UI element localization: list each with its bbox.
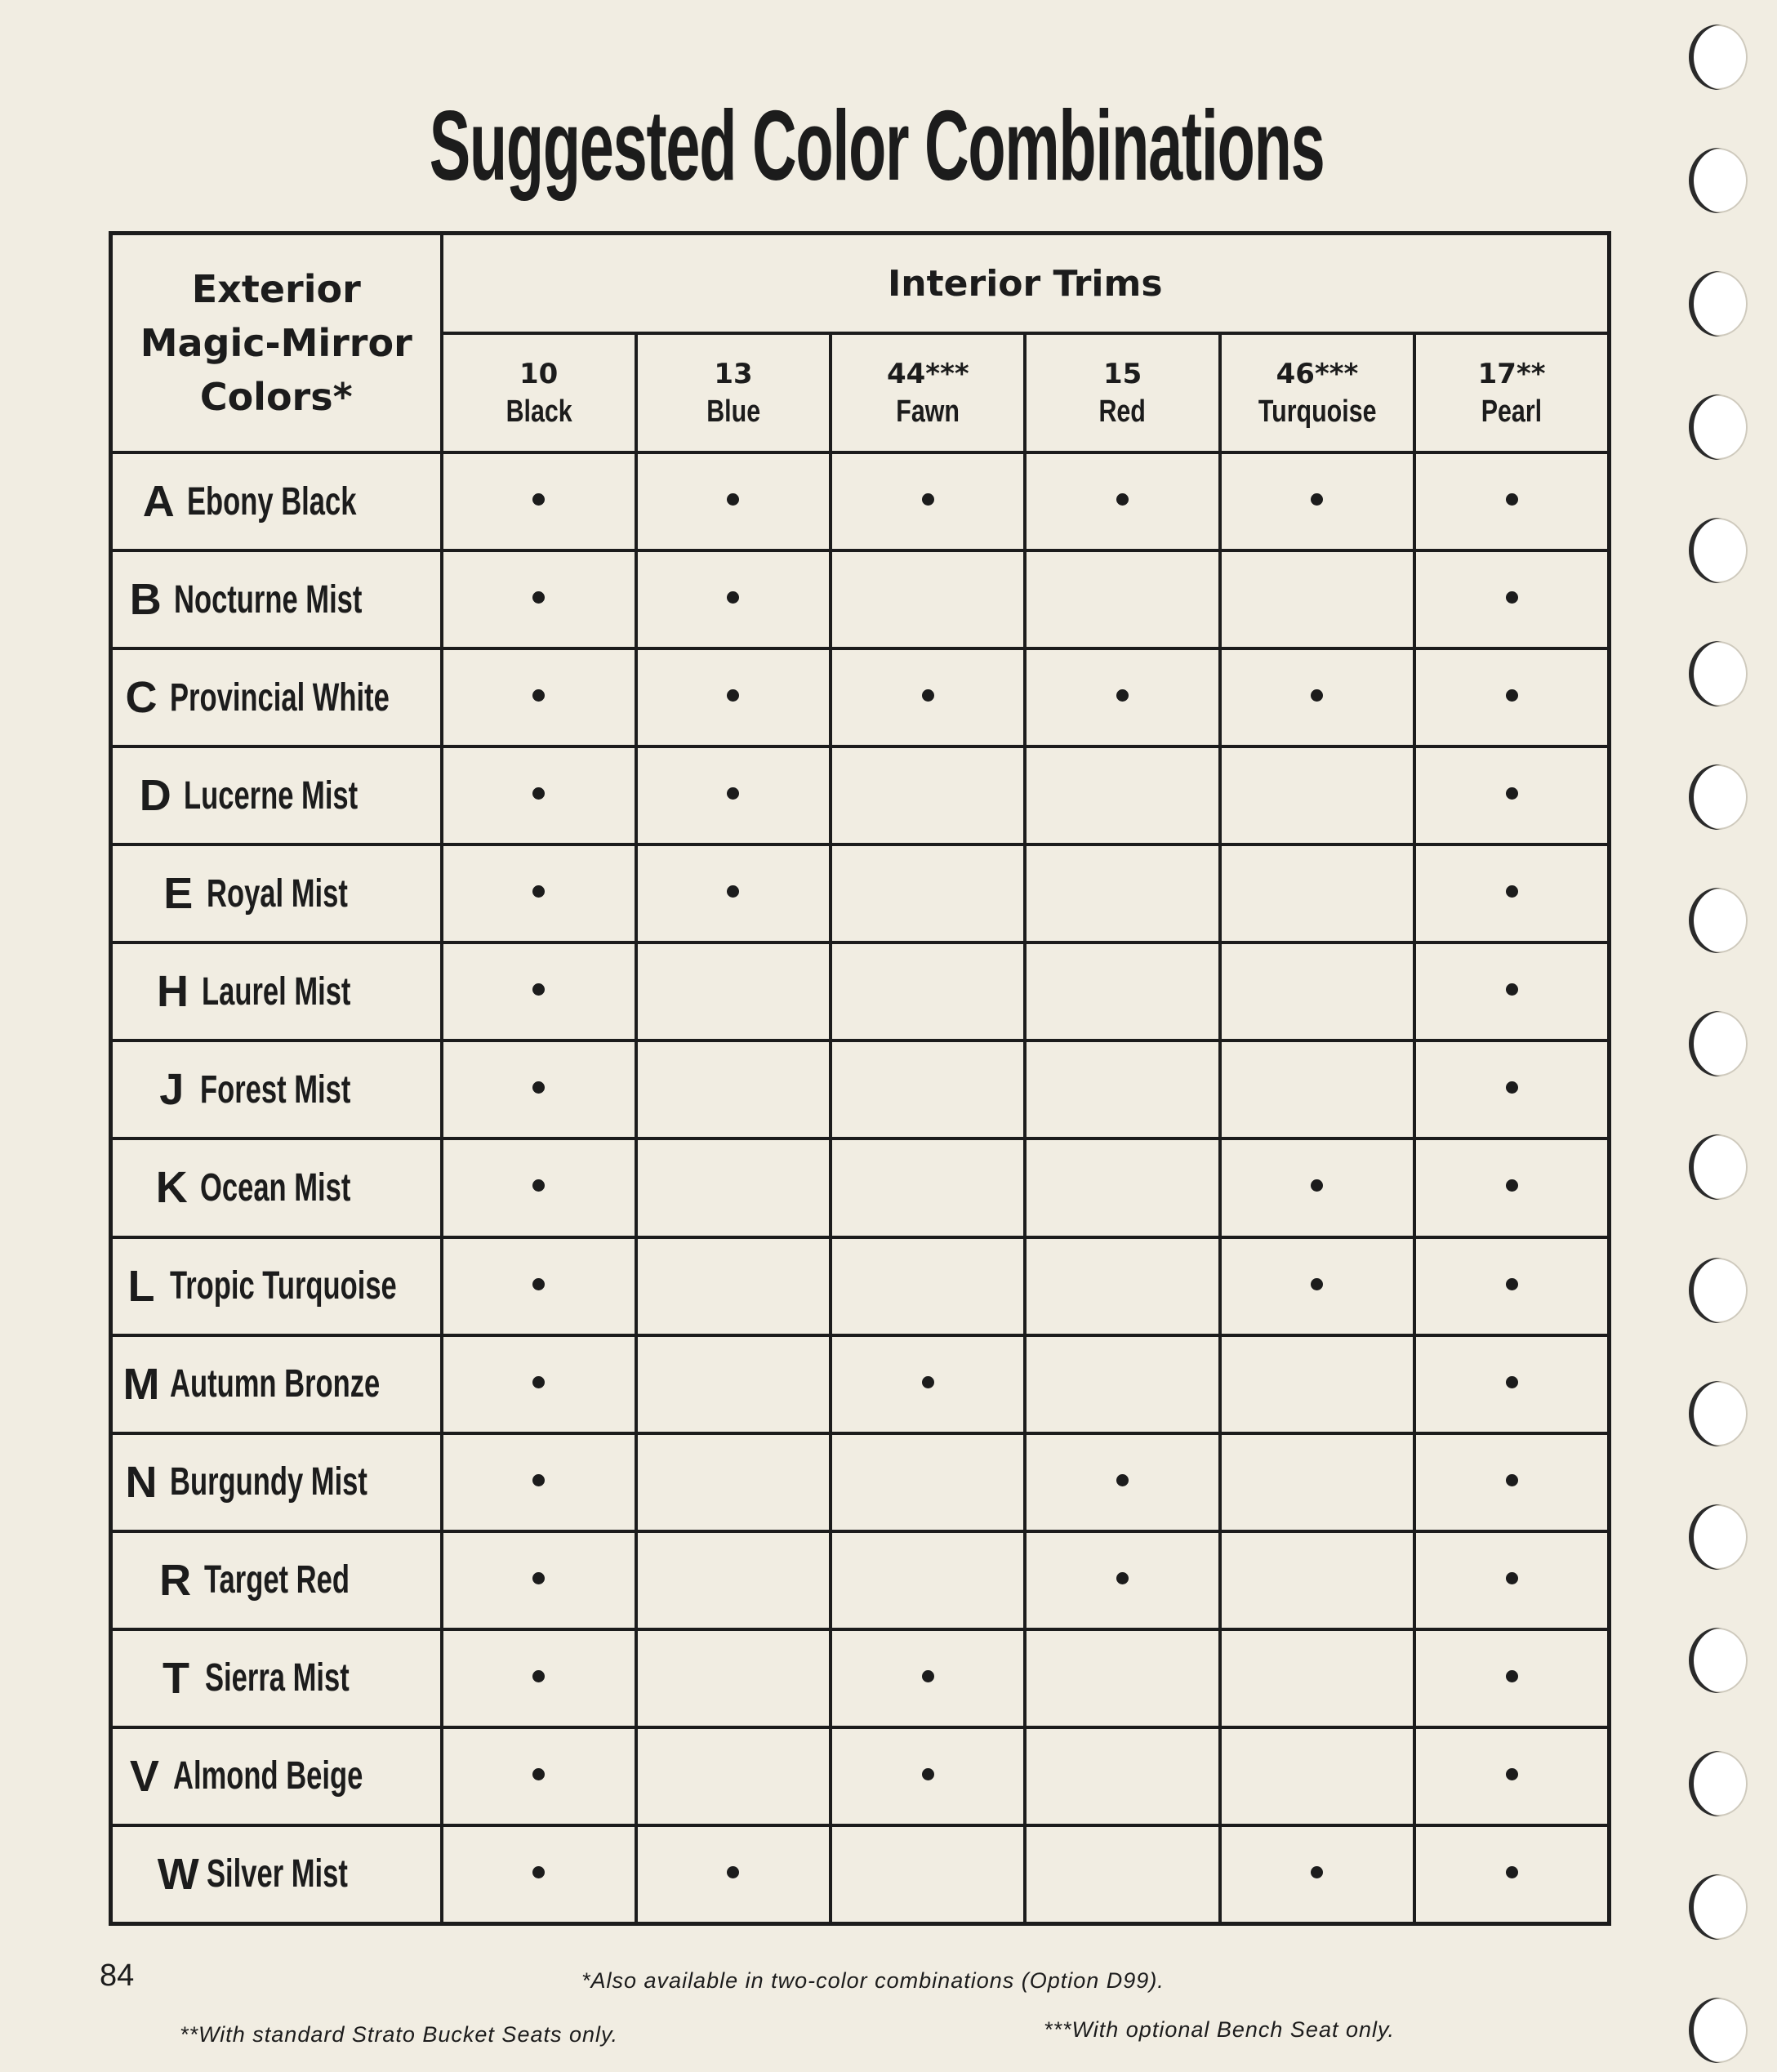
available-dot-icon [922,493,934,506]
table-row [111,648,1610,746]
available-dot-icon [1116,493,1129,506]
combination-cell [636,1335,831,1433]
color-code-letter: B [129,575,162,625]
available-dot-icon [1116,1572,1129,1584]
combination-cell [1220,1335,1414,1433]
trim-header-0 [442,333,636,452]
table-row [111,1138,1610,1237]
combination-cell [636,844,831,942]
footnote-bench-seat: ***With optional Bench Seat only. [1044,2017,1395,2042]
available-dot-icon [532,1866,545,1878]
combination-cell [636,746,831,844]
trim-code: 13 [714,358,753,390]
trim-code: 10 [519,358,559,390]
trim-name: Pearl [1481,394,1543,429]
color-name: Lucerne Mist [184,773,359,818]
exterior-header-line-1: Exterior [191,267,361,311]
combination-cell [1220,1237,1414,1335]
binder-hole-icon [1689,888,1748,953]
combination-cell [636,1531,831,1629]
combination-cell [1220,942,1414,1040]
color-code-letter: K [155,1163,188,1213]
combination-cell [636,550,831,648]
color-code-letter: J [159,1065,185,1115]
page-title: Suggested Color Combinations [429,90,1325,201]
trim-header-4 [1220,333,1414,452]
page-number: 84 [100,1958,135,1993]
available-dot-icon [1311,493,1323,506]
color-name: Royal Mist [207,871,349,916]
exterior-color-cell [111,844,442,942]
binder-hole-icon [1689,1134,1748,1200]
available-dot-icon [532,885,545,898]
combination-cell [831,1335,1025,1433]
combination-cell [1414,1531,1609,1629]
binder-hole-icon [1689,1258,1748,1323]
available-dot-icon [1506,1376,1518,1388]
available-dot-icon [1311,1866,1323,1878]
available-dot-icon [1506,1670,1518,1682]
color-code-letter: V [129,1751,159,1801]
trim-header-2 [831,333,1025,452]
combination-cell [1025,648,1219,746]
color-code-letter: D [139,771,171,821]
color-code-letter: L [127,1261,155,1311]
trim-name: Black [505,394,572,429]
combination-cell [831,1138,1025,1237]
combination-cell [1414,942,1609,1040]
color-code-letter: W [157,1849,199,1899]
available-dot-icon [1506,1081,1518,1094]
exterior-colors-header [111,234,442,453]
binder-hole-icon [1689,641,1748,706]
combination-cell [1025,1531,1219,1629]
combination-cell [1414,648,1609,746]
binder-hole-icon [1689,1874,1748,1940]
trim-name: Fawn [896,394,960,429]
exterior-color-cell [111,452,442,550]
available-dot-icon [922,1670,934,1682]
combination-cell [442,746,636,844]
exterior-color-cell [111,1727,442,1825]
available-dot-icon [727,591,739,604]
combination-cell [1220,1825,1414,1924]
exterior-color-cell [111,550,442,648]
color-name: Provincial White [170,675,390,720]
exterior-color-cell [111,1825,442,1924]
combination-cell [1414,1138,1609,1237]
trim-code: 46*** [1276,358,1359,390]
combination-cell [636,1040,831,1138]
available-dot-icon [1506,1768,1518,1780]
color-name: Forest Mist [200,1067,351,1112]
available-dot-icon [1506,493,1518,506]
combination-cell [1414,1825,1609,1924]
available-dot-icon [922,1768,934,1780]
combination-cell [831,1825,1025,1924]
combination-cell [442,648,636,746]
available-dot-icon [1116,1474,1129,1486]
table-row [111,1433,1610,1531]
table-row [111,452,1610,550]
combination-cell [1414,1237,1609,1335]
available-dot-icon [532,983,545,996]
available-dot-icon [1311,1278,1323,1290]
binder-hole-icon [1689,1751,1748,1816]
combination-cell [1220,1727,1414,1825]
color-code-letter: R [159,1555,192,1605]
combination-cell [831,1433,1025,1531]
combination-cell [831,1531,1025,1629]
combination-cell [1220,648,1414,746]
available-dot-icon [532,1768,545,1780]
color-code-letter: A [142,477,175,527]
combination-cell [442,1335,636,1433]
color-code-letter: N [125,1457,158,1507]
binder-hole-icon [1689,25,1748,90]
available-dot-icon [1506,1474,1518,1486]
color-name: Tropic Turquoise [170,1264,397,1308]
exterior-color-cell [111,1531,442,1629]
available-dot-icon [1506,689,1518,702]
available-dot-icon [532,493,545,506]
combination-cell [442,844,636,942]
available-dot-icon [1311,689,1323,702]
exterior-color-cell [111,648,442,746]
combination-cell [1025,1433,1219,1531]
color-name: Ebony Black [187,479,357,524]
combination-cell [831,746,1025,844]
binder-hole-icon [1689,1628,1748,1693]
combination-cell [1025,1138,1219,1237]
exterior-color-cell [111,1629,442,1727]
color-name: Silver Mist [207,1852,349,1896]
available-dot-icon [727,787,739,800]
table-row [111,746,1610,844]
combination-cell [442,942,636,1040]
combination-cell [1414,1433,1609,1531]
color-name: Ocean Mist [200,1165,351,1210]
binder-hole-icon [1689,1011,1748,1076]
combination-cell [442,1040,636,1138]
table-row [111,942,1610,1040]
exterior-header-line-2: Magic-Mirror [140,321,412,365]
color-code-letter: H [157,967,189,1017]
exterior-header-line-3: Colors* [199,375,353,419]
binder-hole-icon [1689,518,1748,583]
color-code-letter: C [125,673,158,723]
combination-cell [1025,942,1219,1040]
footnote-two-color: *Also available in two-color combinations (Option D99). [581,1968,1165,1993]
combination-cell [1025,1335,1219,1433]
combination-cell [831,1727,1025,1825]
color-code-letter: E [163,869,194,919]
trim-header-5 [1414,333,1609,452]
exterior-color-cell [111,1237,442,1335]
trim-code: 44*** [886,358,969,390]
color-name: Laurel Mist [201,969,350,1014]
available-dot-icon [727,493,739,506]
available-dot-icon [532,1278,545,1290]
combination-cell [1414,844,1609,942]
available-dot-icon [1506,1572,1518,1584]
available-dot-icon [532,591,545,604]
combination-cell [1025,550,1219,648]
combination-cell [636,1629,831,1727]
exterior-color-cell [111,1138,442,1237]
combination-cell [636,648,831,746]
exterior-color-cell [111,942,442,1040]
combination-cell [1220,1433,1414,1531]
exterior-color-cell [111,1433,442,1531]
combination-cell [442,1825,636,1924]
combination-cell [1414,1040,1609,1138]
combination-cell [831,550,1025,648]
combination-cell [1025,452,1219,550]
available-dot-icon [532,787,545,800]
combination-cell [1220,452,1414,550]
table-row [111,1040,1610,1138]
combination-cell [1025,1237,1219,1335]
combination-cell [636,452,831,550]
combination-cell [442,452,636,550]
combination-cell [1220,1531,1414,1629]
available-dot-icon [727,689,739,702]
binder-holes [1689,25,1754,2066]
binder-hole-icon [1689,1998,1748,2063]
available-dot-icon [1506,1179,1518,1192]
binder-hole-icon [1689,764,1748,830]
exterior-color-cell [111,1335,442,1433]
trim-name: Turquoise [1258,394,1377,429]
available-dot-icon [532,1474,545,1486]
combination-cell [1025,746,1219,844]
table-row [111,1237,1610,1335]
available-dot-icon [532,1376,545,1388]
color-code-letter: M [122,1359,160,1409]
available-dot-icon [1116,689,1129,702]
combination-cell [636,942,831,1040]
combination-cell [1220,1138,1414,1237]
trim-header-3 [1025,333,1219,452]
combination-cell [1025,1727,1219,1825]
combination-cell [1025,844,1219,942]
color-name: Almond Beige [172,1754,363,1798]
combination-cell [1220,550,1414,648]
color-name: Nocturne Mist [174,577,363,622]
table-row [111,1825,1610,1924]
combination-cell [831,844,1025,942]
trim-header-1 [636,333,831,452]
combination-cell [442,1629,636,1727]
binder-hole-icon [1689,394,1748,460]
trim-code: 17** [1477,358,1546,390]
color-code-letter: T [163,1653,190,1703]
combination-cell [442,1433,636,1531]
binder-hole-icon [1689,1381,1748,1446]
available-dot-icon [532,1572,545,1584]
color-name: Burgundy Mist [170,1460,367,1504]
available-dot-icon [1311,1179,1323,1192]
footnote-bucket-seats: **With standard Strato Bucket Seats only. [180,2022,619,2047]
combination-cell [442,1138,636,1237]
exterior-color-cell [111,1040,442,1138]
table-row [111,1531,1610,1629]
combination-cell [636,1727,831,1825]
trim-name: Red [1098,394,1147,429]
combination-cell [1025,1040,1219,1138]
table-row [111,844,1610,942]
available-dot-icon [532,1670,545,1682]
interior-trims-header: Interior Trims [442,234,1610,334]
available-dot-icon [1506,1278,1518,1290]
combination-cell [1414,746,1609,844]
combination-cell [1414,452,1609,550]
color-combinations-table [109,231,1611,1926]
combination-cell [1025,1629,1219,1727]
available-dot-icon [922,689,934,702]
available-dot-icon [532,1081,545,1094]
combination-cell [831,1629,1025,1727]
combination-cell [636,1138,831,1237]
combination-cell [1414,1335,1609,1433]
exterior-color-cell [111,746,442,844]
table-row [111,1629,1610,1727]
binder-hole-icon [1689,271,1748,336]
combination-cell [636,1433,831,1531]
table-row [111,550,1610,648]
available-dot-icon [1506,983,1518,996]
combination-cell [636,1237,831,1335]
table-row [111,1335,1610,1433]
color-name: Sierra Mist [204,1656,350,1700]
combination-cell [1220,1040,1414,1138]
available-dot-icon [727,885,739,898]
combination-cell [1414,550,1609,648]
combination-cell [1414,1727,1609,1825]
available-dot-icon [1506,591,1518,604]
combination-cell [442,1727,636,1825]
combination-cell [442,1237,636,1335]
available-dot-icon [727,1866,739,1878]
combination-cell [831,1237,1025,1335]
combination-cell [1220,746,1414,844]
combination-cell [1025,1825,1219,1924]
trim-name: Blue [706,394,760,429]
combination-cell [831,648,1025,746]
combination-cell [1220,1629,1414,1727]
combination-cell [636,1825,831,1924]
combination-cell [831,942,1025,1040]
table-row [111,1727,1610,1825]
combination-cell [831,1040,1025,1138]
available-dot-icon [532,1179,545,1192]
color-name: Autumn Bronze [170,1362,381,1406]
trim-code: 15 [1102,358,1142,390]
combination-cell [1220,844,1414,942]
binder-hole-icon [1689,148,1748,213]
binder-hole-icon [1689,1504,1748,1570]
color-name: Target Red [203,1558,350,1602]
available-dot-icon [1506,1866,1518,1878]
available-dot-icon [532,689,545,702]
combination-cell [831,452,1025,550]
combination-cell [442,1531,636,1629]
available-dot-icon [922,1376,934,1388]
available-dot-icon [1506,787,1518,800]
combination-cell [442,550,636,648]
available-dot-icon [1506,885,1518,898]
combination-cell [1414,1629,1609,1727]
